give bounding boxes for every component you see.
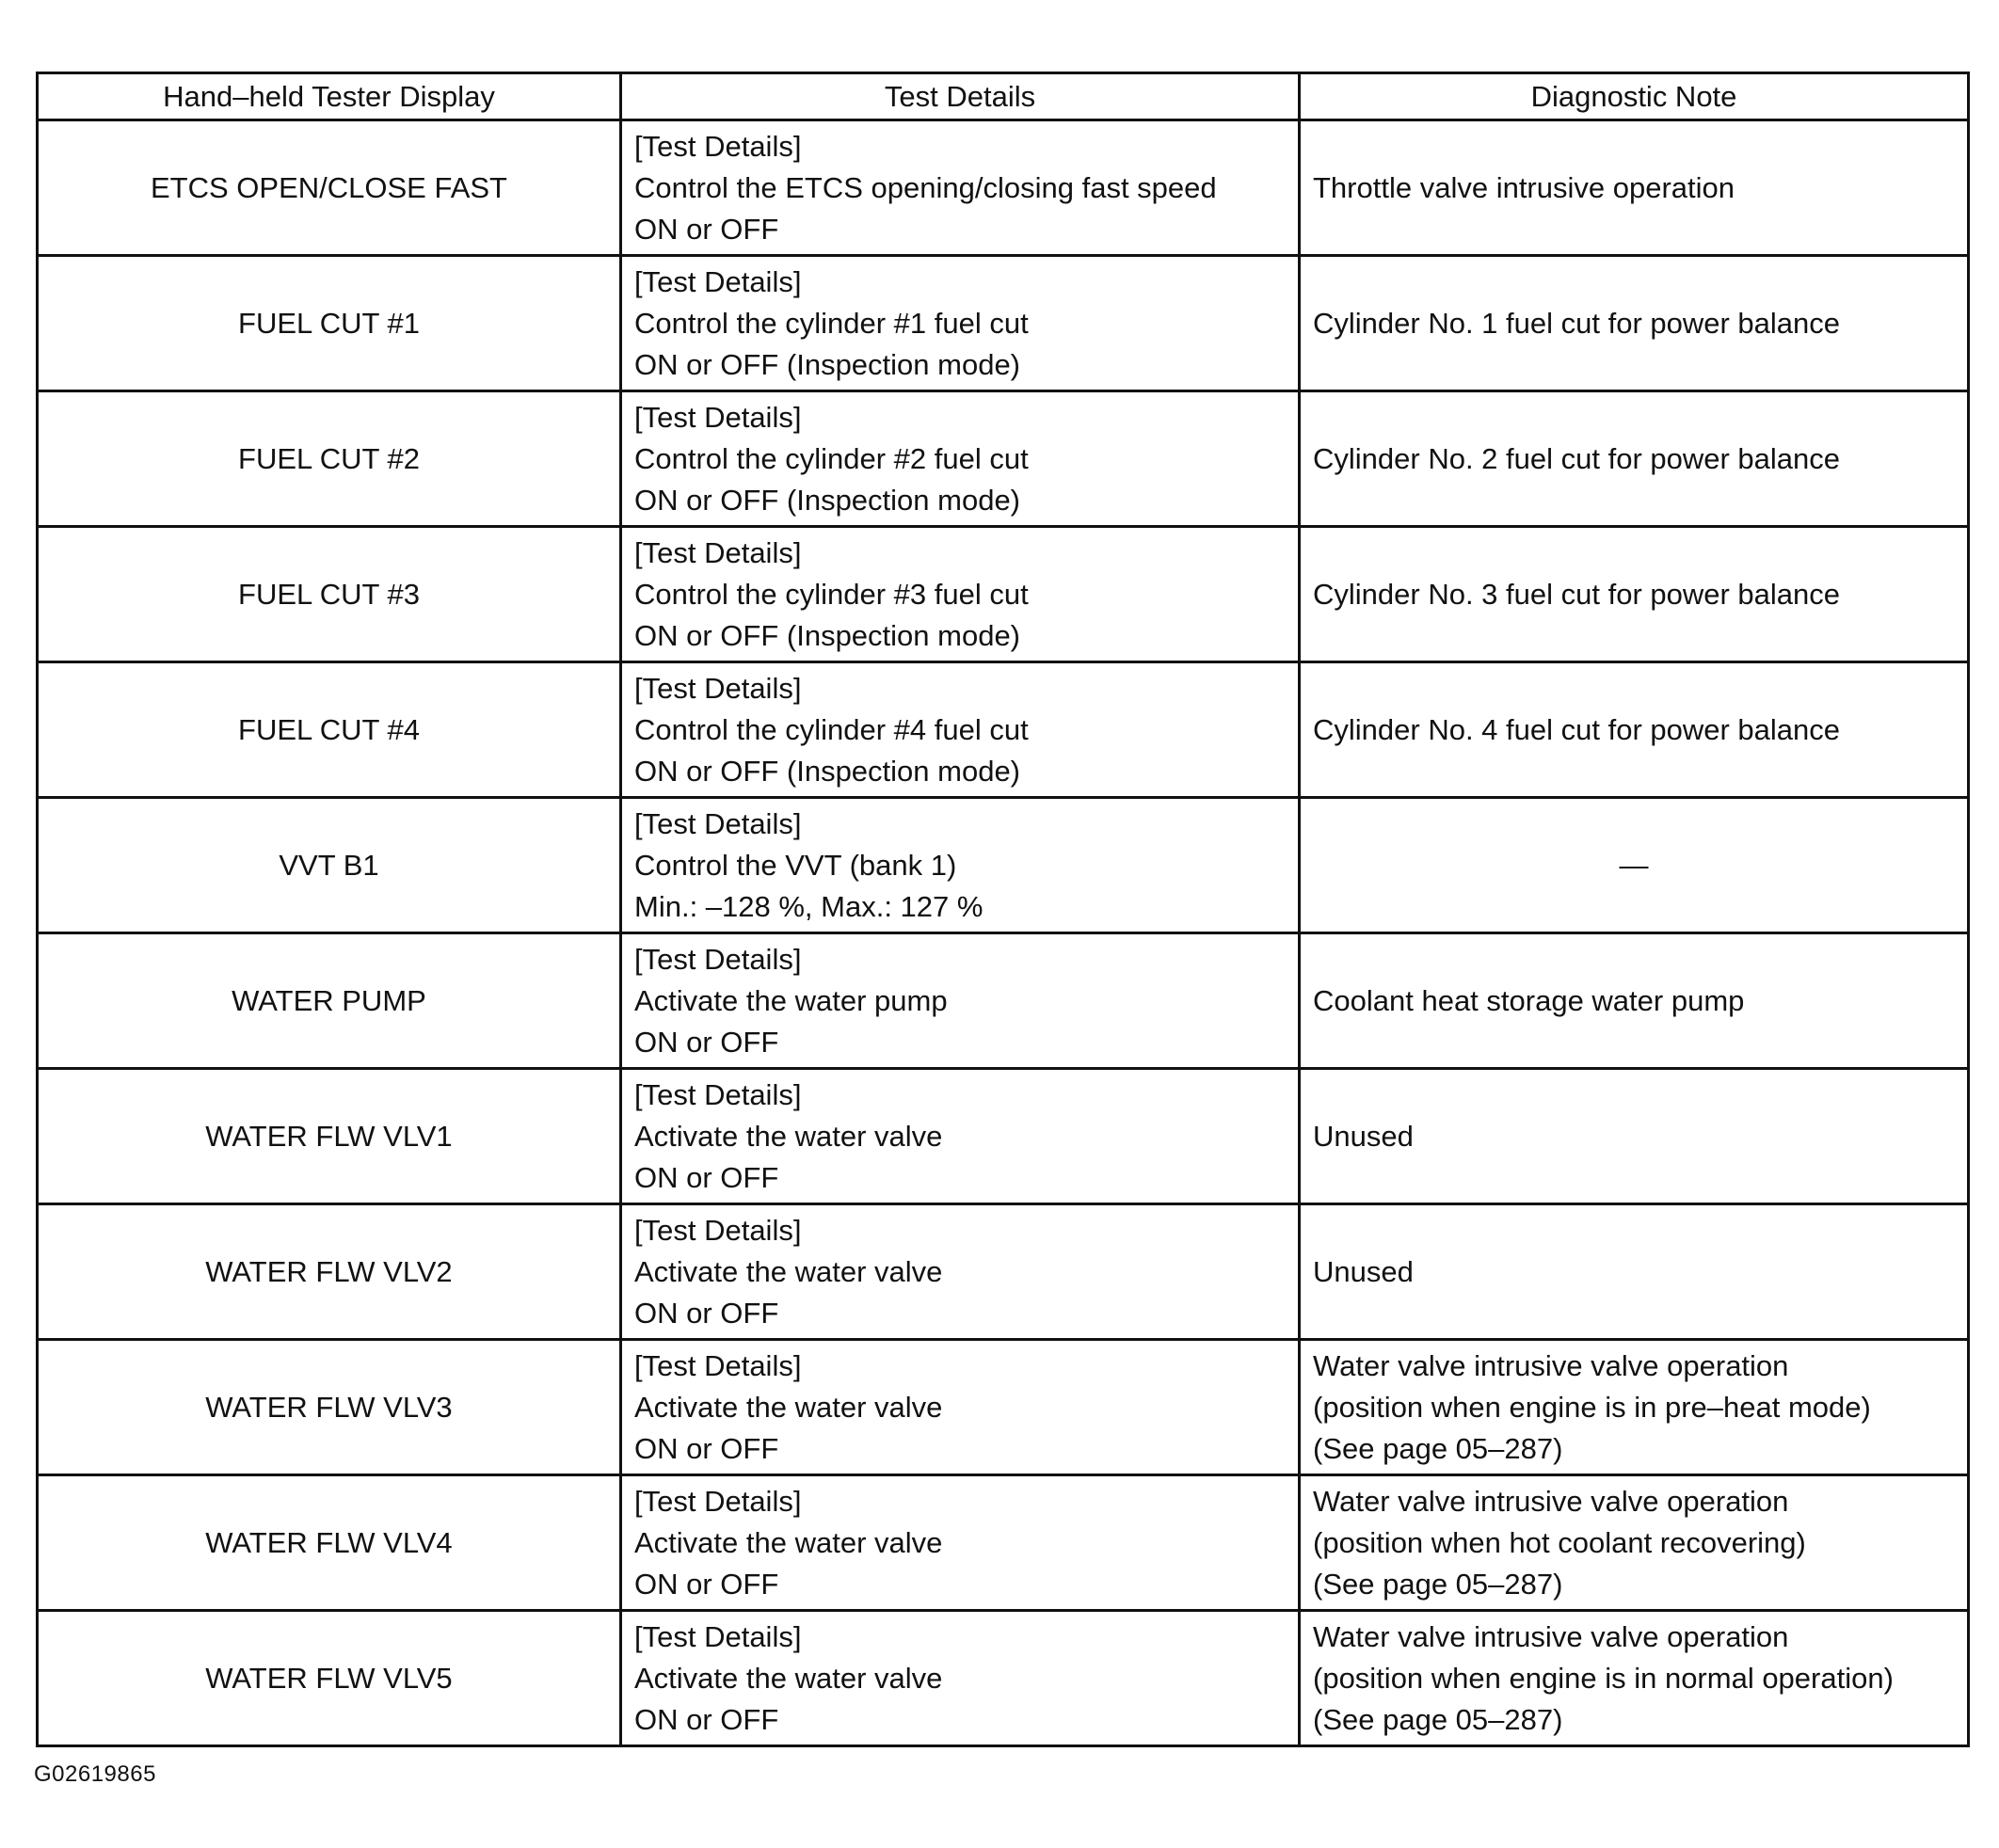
header-test-details: Test Details bbox=[621, 73, 1300, 120]
test-details-line: [Test Details] bbox=[634, 1484, 802, 1518]
test-details-cell bbox=[621, 1611, 1300, 1746]
test-details-cell bbox=[621, 933, 1300, 1069]
test-details-line: Activate the water valve bbox=[634, 1254, 943, 1288]
diagnostic-note-line: Cylinder No. 2 fuel cut for power balance bbox=[1313, 441, 1841, 475]
tester-display-cell: WATER FLW VLV3 bbox=[38, 1340, 621, 1475]
diagnostic-note-line: Cylinder No. 1 fuel cut for power balance bbox=[1313, 306, 1841, 340]
test-details-line: ON or OFF bbox=[634, 1025, 779, 1059]
table-body bbox=[38, 120, 1969, 1746]
tester-display-cell: WATER FLW VLV5 bbox=[38, 1611, 621, 1746]
diagnostic-note-line: Water valve intrusive valve operation bbox=[1313, 1619, 1789, 1653]
tester-display-cell: FUEL CUT #2 bbox=[38, 391, 621, 527]
test-details-line: Control the cylinder #1 fuel cut bbox=[634, 306, 1029, 340]
test-details-line: ON or OFF bbox=[634, 1160, 779, 1194]
test-details-line: [Test Details] bbox=[634, 129, 802, 163]
test-details-line: ON or OFF (Inspection mode) bbox=[634, 347, 1021, 381]
test-details-line: [Test Details] bbox=[634, 671, 802, 705]
test-details-line: Control the cylinder #3 fuel cut bbox=[634, 577, 1029, 611]
test-details-cell bbox=[621, 1204, 1300, 1340]
table-row bbox=[38, 1611, 1969, 1746]
test-details-cell bbox=[621, 527, 1300, 662]
tester-display-cell: FUEL CUT #4 bbox=[38, 662, 621, 798]
tester-display-cell: WATER PUMP bbox=[38, 933, 621, 1069]
table-row bbox=[38, 527, 1969, 662]
table-row bbox=[38, 662, 1969, 798]
table-row bbox=[38, 391, 1969, 527]
test-details-line: Control the VVT (bank 1) bbox=[634, 848, 957, 882]
diagnostic-note-cell bbox=[1300, 256, 1969, 391]
test-details-cell bbox=[621, 1069, 1300, 1204]
diagnostic-note-cell bbox=[1300, 662, 1969, 798]
diagnostic-note-line: — bbox=[1619, 848, 1649, 882]
test-details-line: Activate the water valve bbox=[634, 1390, 943, 1424]
diagnostic-note-line: (See page 05–287) bbox=[1313, 1431, 1563, 1465]
tester-display-cell: WATER FLW VLV4 bbox=[38, 1475, 621, 1611]
table-row bbox=[38, 1475, 1969, 1611]
test-details-line: [Test Details] bbox=[634, 400, 802, 434]
test-details-cell bbox=[621, 1475, 1300, 1611]
table-row bbox=[38, 1340, 1969, 1475]
diagnostic-note-line: (position when engine is in normal operation) bbox=[1313, 1661, 1894, 1695]
tester-display-cell: ETCS OPEN/CLOSE FAST bbox=[38, 120, 621, 256]
diagnostic-note-cell bbox=[1300, 1069, 1969, 1204]
diagnostic-note-cell bbox=[1300, 798, 1969, 933]
diagnostic-note-line: Unused bbox=[1313, 1254, 1414, 1288]
test-details-line: ON or OFF (Inspection mode) bbox=[634, 754, 1021, 788]
diagnostic-note-line: (position when engine is in pre–heat mode) bbox=[1313, 1390, 1871, 1424]
diagnostic-note-cell bbox=[1300, 1340, 1969, 1475]
test-details-line: Min.: –128 %, Max.: 127 % bbox=[634, 889, 984, 923]
figure-id: G02619865 bbox=[34, 1761, 156, 1787]
tester-display-cell: FUEL CUT #3 bbox=[38, 527, 621, 662]
test-details-line: [Test Details] bbox=[634, 1348, 802, 1382]
test-details-line: ON or OFF (Inspection mode) bbox=[634, 483, 1021, 517]
test-details-cell bbox=[621, 662, 1300, 798]
table-row bbox=[38, 256, 1969, 391]
test-details-line: Activate the water valve bbox=[634, 1119, 943, 1153]
test-details-line: Activate the water valve bbox=[634, 1661, 943, 1695]
diagnostic-note-line: Water valve intrusive valve operation bbox=[1313, 1484, 1789, 1518]
diagnostic-note-line: Cylinder No. 3 fuel cut for power balance bbox=[1313, 577, 1841, 611]
table-row bbox=[38, 798, 1969, 933]
diagnostic-note-cell bbox=[1300, 391, 1969, 527]
test-details-cell bbox=[621, 391, 1300, 527]
diagnostic-note-cell bbox=[1300, 527, 1969, 662]
table-row bbox=[38, 120, 1969, 256]
test-details-line: ON or OFF (Inspection mode) bbox=[634, 618, 1021, 652]
diagnostic-note-line: (See page 05–287) bbox=[1313, 1702, 1563, 1736]
diagnostic-note-cell bbox=[1300, 1611, 1969, 1746]
table-header-row bbox=[38, 73, 1969, 120]
diagnostic-note-line: (See page 05–287) bbox=[1313, 1567, 1563, 1601]
active-test-table bbox=[36, 72, 1970, 1747]
test-details-line: [Test Details] bbox=[634, 806, 802, 840]
test-details-line: [Test Details] bbox=[634, 264, 802, 298]
test-details-line: ON or OFF bbox=[634, 1431, 779, 1465]
diagnostic-note-line: (position when hot coolant recovering) bbox=[1313, 1525, 1806, 1559]
test-details-line: [Test Details] bbox=[634, 1213, 802, 1247]
header-diagnostic-note: Diagnostic Note bbox=[1300, 73, 1969, 120]
diagnostic-note-line: Unused bbox=[1313, 1119, 1414, 1153]
test-details-line: [Test Details] bbox=[634, 942, 802, 976]
test-details-line: Activate the water pump bbox=[634, 983, 948, 1017]
diagnostic-note-cell bbox=[1300, 1204, 1969, 1340]
diagnostic-note-cell bbox=[1300, 120, 1969, 256]
diagnostic-note-line: Cylinder No. 4 fuel cut for power balance bbox=[1313, 712, 1841, 746]
test-details-line: Control the ETCS opening/closing fast speed bbox=[634, 170, 1217, 204]
table-row bbox=[38, 933, 1969, 1069]
diagnostic-note-cell bbox=[1300, 933, 1969, 1069]
diagnostic-note-line: Water valve intrusive valve operation bbox=[1313, 1348, 1789, 1382]
diagnostic-note-line: Throttle valve intrusive operation bbox=[1313, 170, 1735, 204]
test-details-cell bbox=[621, 1340, 1300, 1475]
diagnostic-note-line: Coolant heat storage water pump bbox=[1313, 983, 1745, 1017]
tester-display-cell: WATER FLW VLV1 bbox=[38, 1069, 621, 1204]
tester-display-cell: WATER FLW VLV2 bbox=[38, 1204, 621, 1340]
table-row bbox=[38, 1204, 1969, 1340]
test-details-line: [Test Details] bbox=[634, 535, 802, 569]
test-details-cell bbox=[621, 256, 1300, 391]
tester-display-cell: FUEL CUT #1 bbox=[38, 256, 621, 391]
test-details-cell bbox=[621, 798, 1300, 933]
test-details-line: [Test Details] bbox=[634, 1077, 802, 1111]
tester-display-cell: VVT B1 bbox=[38, 798, 621, 933]
test-details-line: ON or OFF bbox=[634, 1702, 779, 1736]
test-details-line: ON or OFF bbox=[634, 1567, 779, 1601]
test-details-line: ON or OFF bbox=[634, 212, 779, 246]
header-tester-display: Hand–held Tester Display bbox=[38, 73, 621, 120]
test-details-line: Activate the water valve bbox=[634, 1525, 943, 1559]
test-details-line: [Test Details] bbox=[634, 1619, 802, 1653]
test-details-cell bbox=[621, 120, 1300, 256]
test-details-line: Control the cylinder #2 fuel cut bbox=[634, 441, 1029, 475]
table-row bbox=[38, 1069, 1969, 1204]
test-details-line: ON or OFF bbox=[634, 1296, 779, 1330]
test-details-line: Control the cylinder #4 fuel cut bbox=[634, 712, 1029, 746]
diagnostic-note-cell bbox=[1300, 1475, 1969, 1611]
